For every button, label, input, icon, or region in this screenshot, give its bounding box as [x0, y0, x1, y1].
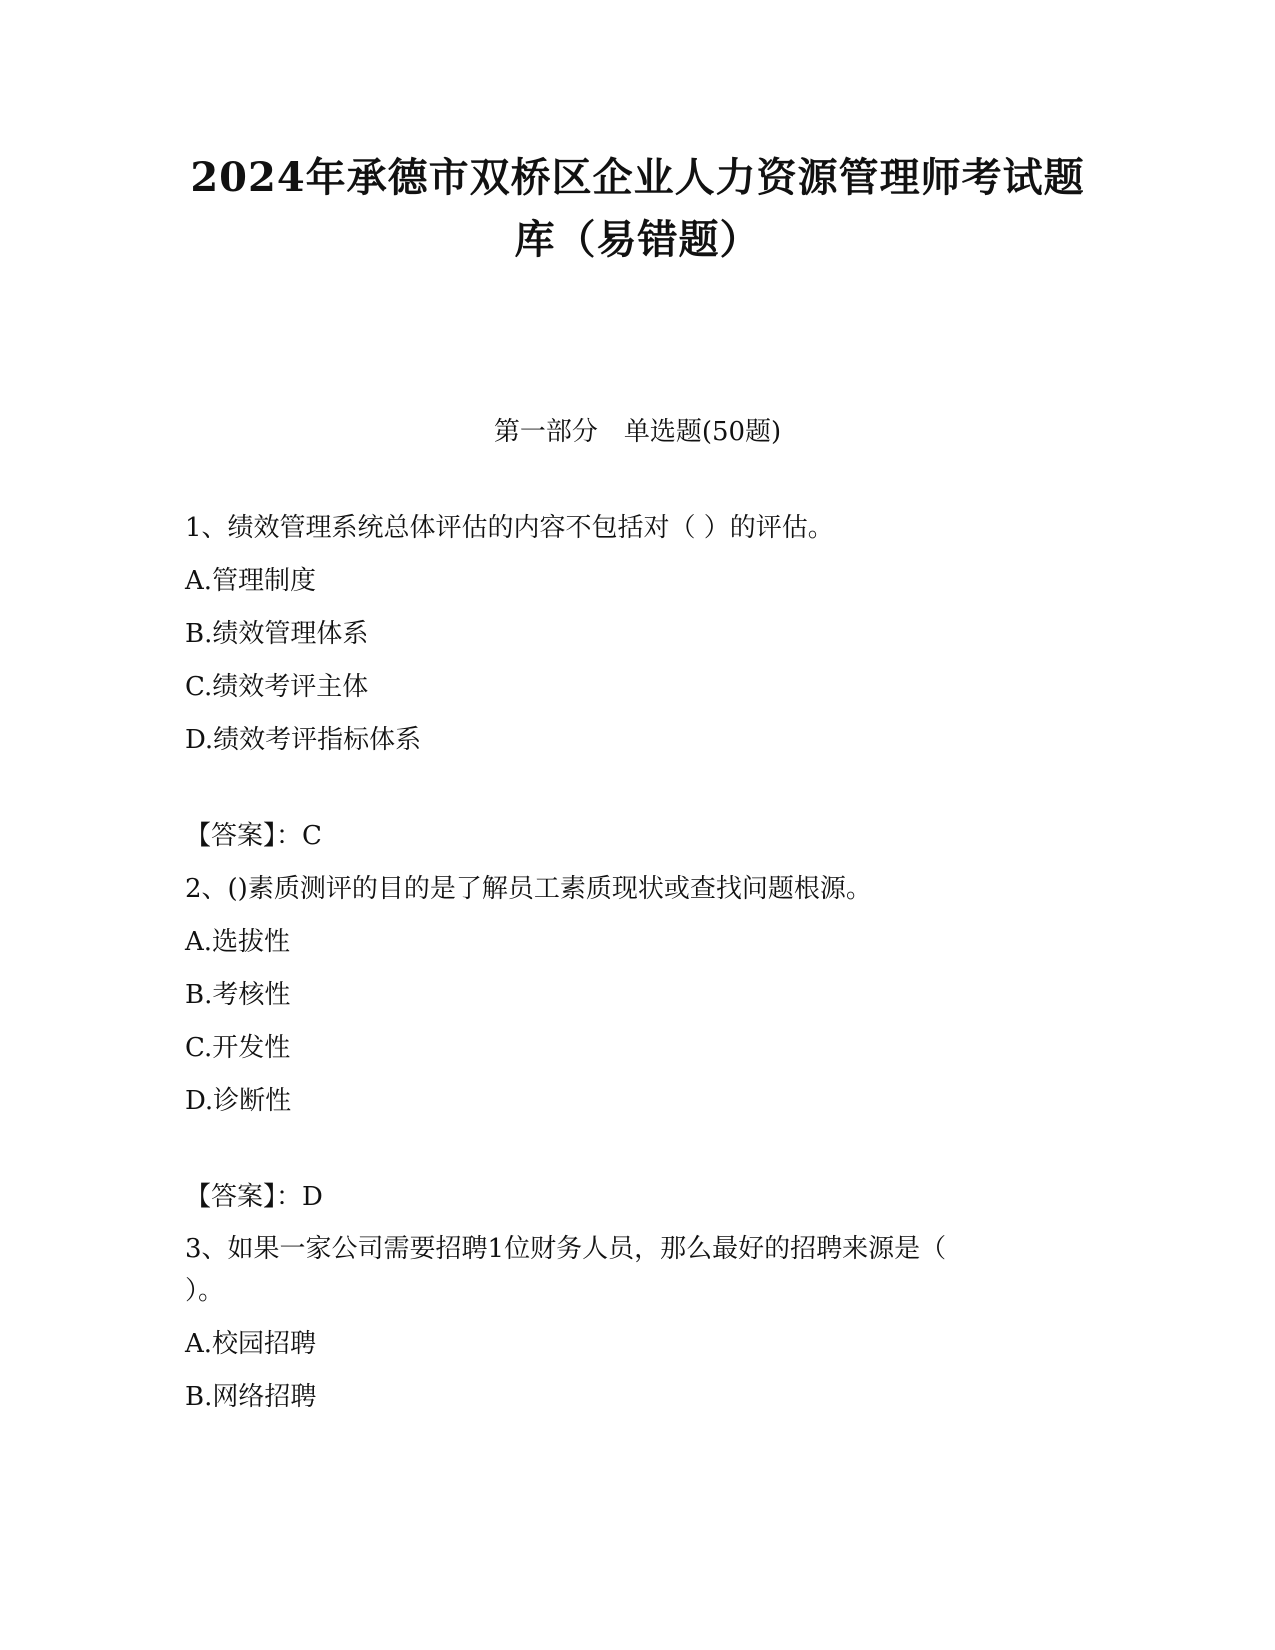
question-1-option-d: D.绩效考评指标体系	[185, 725, 422, 755]
question-2-option-a: A.选拔性	[185, 927, 291, 957]
question-3-stem-line-2: ）。	[185, 1276, 225, 1306]
question-1-stem: 1、绩效管理系统总体评估的内容不包括对（ ）的评估。	[185, 513, 834, 543]
question-1-option-b: B.绩效管理体系	[185, 619, 369, 649]
question-2-answer: 【答案】：D	[185, 1182, 323, 1212]
question-1-option-a: A.管理制度	[185, 566, 317, 596]
question-3-option-b: B.网络招聘	[185, 1382, 317, 1412]
question-2-stem: 2、()素质测评的目的是了解员工素质现状或查找问题根源。	[185, 874, 872, 904]
question-3-stem-line-1: 3、如果一家公司需要招聘1位财务人员，那么最好的招聘来源是（	[185, 1234, 947, 1264]
question-1-option-c: C.绩效考评主体	[185, 672, 369, 702]
question-2-option-b: B.考核性	[185, 980, 291, 1010]
question-2-option-c: C.开发性	[185, 1033, 291, 1063]
question-2-option-d: D.诊断性	[185, 1086, 292, 1116]
document-title-line-2: 库（易错题）	[514, 216, 761, 263]
section-heading: 第一部分 单选题(50题)	[493, 417, 782, 447]
document-title-line-1: 2024年承德市双桥区企业人力资源管理师考试题	[190, 154, 1085, 201]
question-3-option-a: A.校园招聘	[185, 1329, 317, 1359]
question-1-answer: 【答案】：C	[185, 821, 322, 851]
